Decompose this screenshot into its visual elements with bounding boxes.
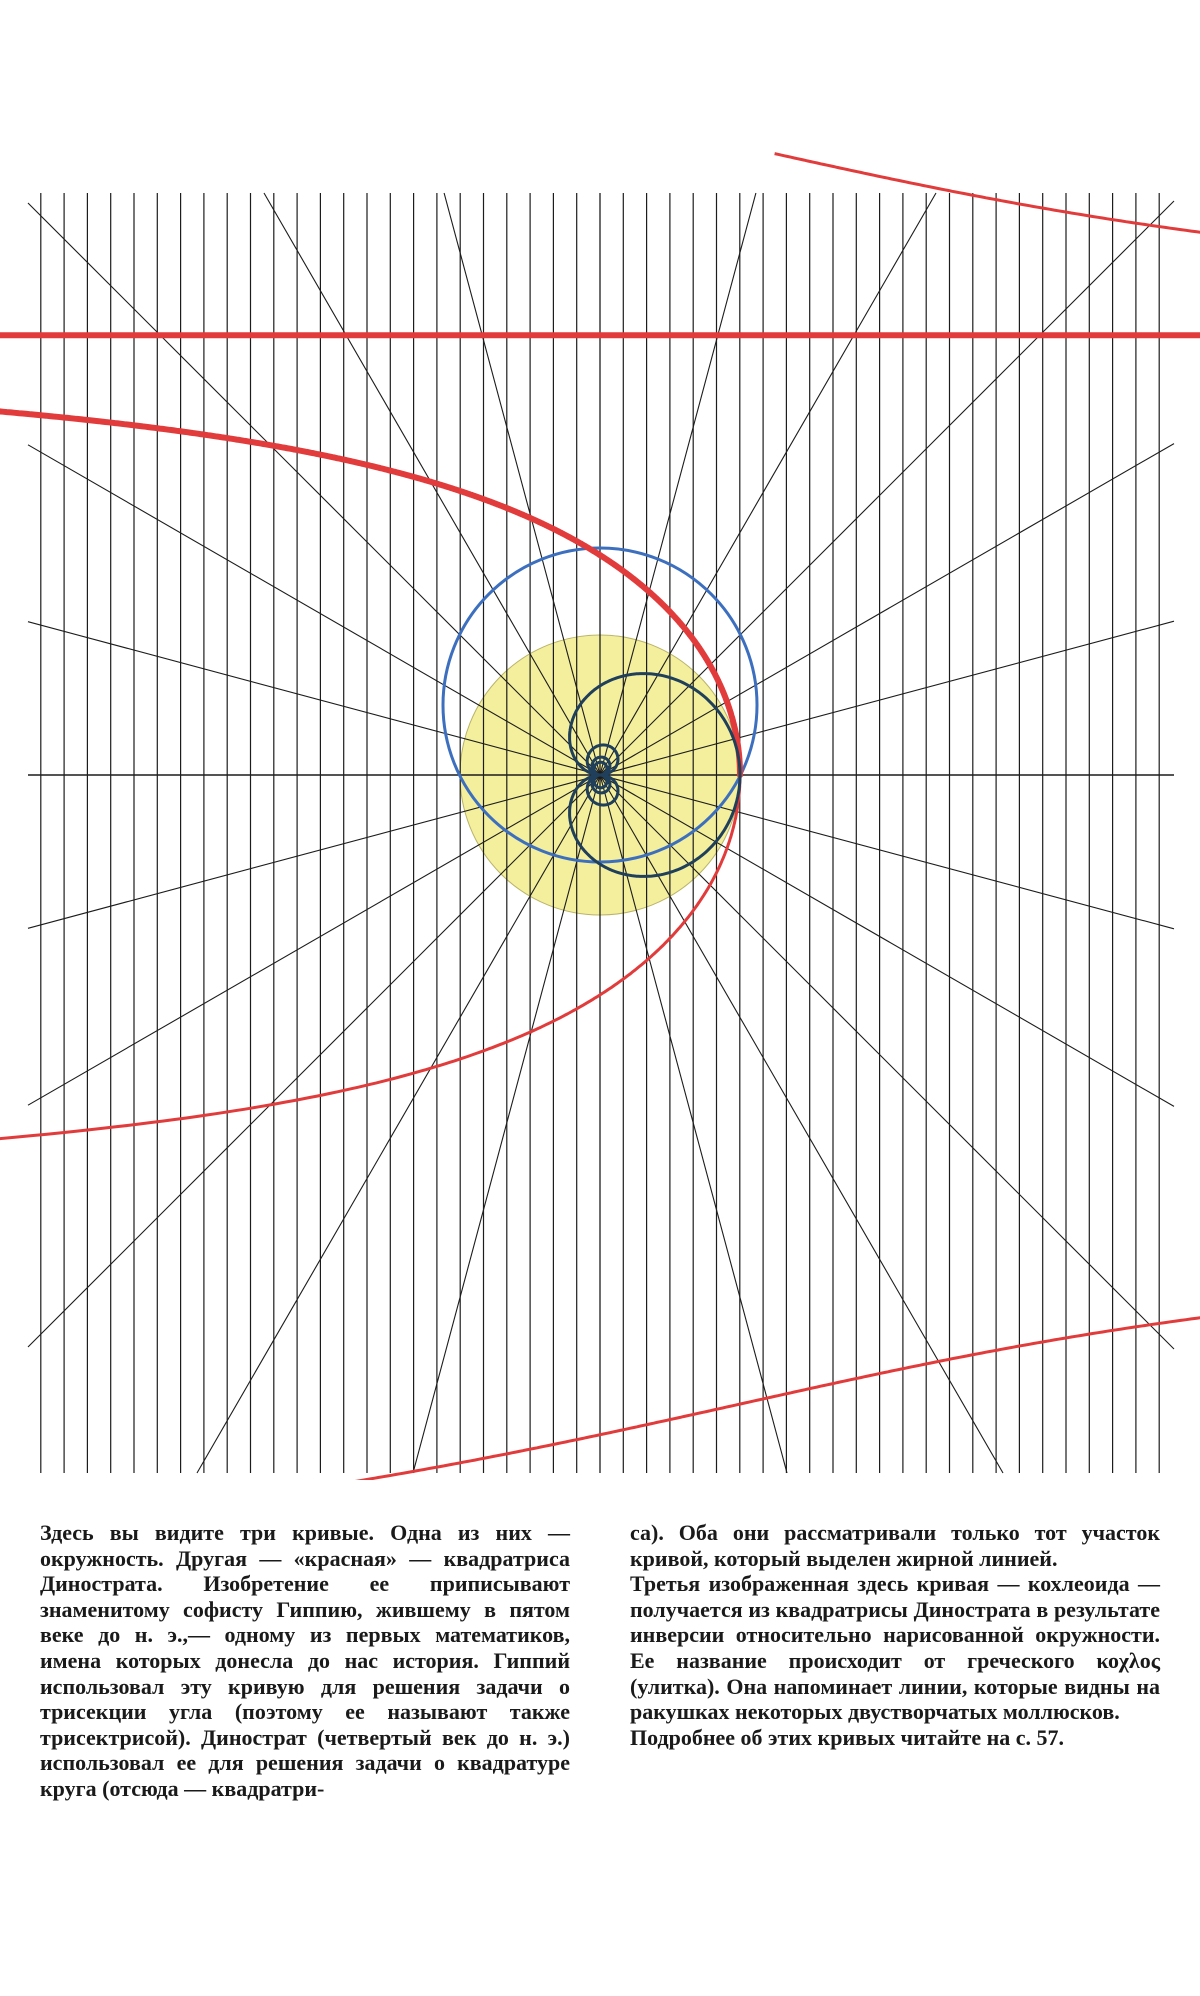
- caption-paragraph: Подробнее об этих кривых читайте на с. 57.: [630, 1724, 1065, 1750]
- radial-line: [264, 193, 1003, 1473]
- caption-paragraph: Здесь вы видите три кривые. Одна из них — окружность. Другая — «красная» — квадратриса Динострата. Изобретение ее приписывают знаменитому софисту Гиппию, жившему в пятом веке до н. э.,— одному из первых математиков, имена которых донесла до нас история. Гиппий использовал эту кривую для решения задачи о трисекции угла (поэтому ее называют также трисектрисой). Динострат (четвертый век до н. э.) использовал ее для решения задачи о квадратуре круга (отсюда — квадратри-: [40, 1520, 570, 1801]
- caption-paragraph: са). Оба они рассматривали только тот участок кривой, который выделен жирной линией.: [630, 1520, 1160, 1571]
- caption-paragraph: Третья изображенная здесь кривая — кохлеоида — получается из квадратрисы Динострата в результате инверсии относительно нарисованной окружности. Ее название происходит от греческого κοχλος (улитка). Она напоминает линии, которые видны на ракушках некоторых двустворчатых моллюсков.: [630, 1571, 1160, 1725]
- caption-right-column: [630, 1520, 1160, 1750]
- radial-line: [197, 193, 936, 1473]
- caption-left-column: [40, 1520, 570, 1802]
